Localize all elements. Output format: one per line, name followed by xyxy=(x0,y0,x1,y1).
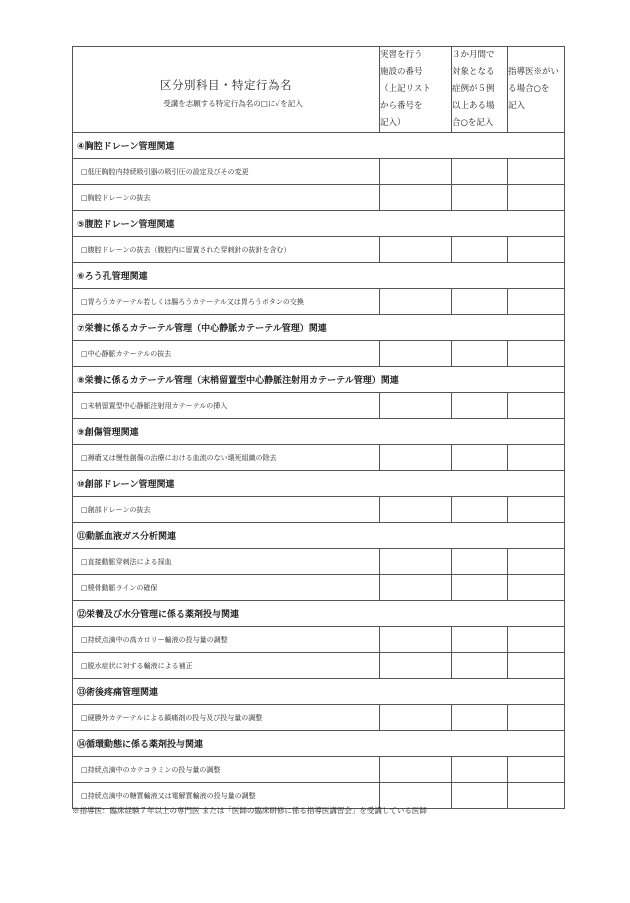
case-count-input[interactable] xyxy=(452,549,508,575)
procedure-row xyxy=(73,393,565,419)
instructor-input[interactable] xyxy=(508,159,565,185)
procedure-row xyxy=(73,445,565,471)
section-title: ⑧栄養に係るカテーテル管理（末梢留置型中心静脈注射用カテーテル管理）関連 xyxy=(73,367,565,393)
case-count-input[interactable] xyxy=(452,159,508,185)
section-row xyxy=(73,133,565,159)
procedure-checkbox-label[interactable]: □脱水症状に対する輸液による補正 xyxy=(73,653,380,679)
header-instructor: 指導医※がい る場合○を 記入 xyxy=(508,47,565,133)
procedure-row xyxy=(73,185,565,211)
case-count-input[interactable] xyxy=(452,653,508,679)
instructor-input[interactable] xyxy=(508,783,565,809)
section-title: ④胸腔ドレーン管理関連 xyxy=(73,133,565,159)
facility-number-input[interactable] xyxy=(380,445,452,471)
procedure-checkbox-label[interactable]: □胸腔ドレーンの抜去 xyxy=(73,185,380,211)
section-row xyxy=(73,471,565,497)
case-count-input[interactable] xyxy=(452,393,508,419)
section-title: ⑥ろう孔管理関連 xyxy=(73,263,565,289)
procedure-row xyxy=(73,341,565,367)
header-case-count: ３か月間で 対象となる 症例が５例 以上ある場 合○を記入 xyxy=(452,47,508,133)
instructor-input[interactable] xyxy=(508,341,565,367)
facility-number-input[interactable] xyxy=(380,705,452,731)
procedure-checkbox-label[interactable]: □持続点滴中のカテコラミンの投与量の調整 xyxy=(73,757,380,783)
procedure-checkbox-label[interactable]: □橈骨動脈ラインの確保 xyxy=(73,575,380,601)
header-note: 受講を志願する特定行為名の□に✓を記入 xyxy=(163,98,303,108)
section-title: ⑤腹腔ドレーン管理関連 xyxy=(73,211,565,237)
section-title: ⑦栄養に係るカテーテル管理（中心静脈カテーテル管理）関連 xyxy=(73,315,565,341)
section-row xyxy=(73,367,565,393)
facility-number-input[interactable] xyxy=(380,653,452,679)
table-body xyxy=(73,133,565,809)
section-row xyxy=(73,419,565,445)
instructor-input[interactable] xyxy=(508,653,565,679)
facility-number-input[interactable] xyxy=(380,497,452,523)
procedure-checkbox-label[interactable]: □中心静脈カテーテルの抜去 xyxy=(73,341,380,367)
procedure-row xyxy=(73,497,565,523)
instructor-input[interactable] xyxy=(508,757,565,783)
section-row xyxy=(73,263,565,289)
case-count-input[interactable] xyxy=(452,783,508,809)
instructor-input[interactable] xyxy=(508,549,565,575)
procedure-checkbox-label[interactable]: □創部ドレーンの抜去 xyxy=(73,497,380,523)
procedure-row xyxy=(73,627,565,653)
section-title: ⑩創部ドレーン管理関連 xyxy=(73,471,565,497)
section-row xyxy=(73,731,565,757)
procedure-checkbox-label[interactable]: □褥瘡又は慢性創傷の治療における血流のない壊死組織の除去 xyxy=(73,445,380,471)
instructor-input[interactable] xyxy=(508,393,565,419)
instructor-input[interactable] xyxy=(508,237,565,263)
procedure-row xyxy=(73,757,565,783)
facility-number-input[interactable] xyxy=(380,289,452,315)
section-row xyxy=(73,211,565,237)
facility-number-input[interactable] xyxy=(380,393,452,419)
facility-number-input[interactable] xyxy=(380,757,452,783)
case-count-input[interactable] xyxy=(452,575,508,601)
case-count-input[interactable] xyxy=(452,757,508,783)
section-title: ⑬術後疼痛管理関連 xyxy=(73,679,565,705)
section-row xyxy=(73,601,565,627)
instructor-input[interactable] xyxy=(508,289,565,315)
case-count-input[interactable] xyxy=(452,627,508,653)
case-count-input[interactable] xyxy=(452,705,508,731)
facility-number-input[interactable] xyxy=(380,575,452,601)
case-count-input[interactable] xyxy=(452,341,508,367)
procedure-checkbox-label[interactable]: □持続点滴中の糖質輸液又は電解質輸液の投与量の調整 xyxy=(73,783,380,809)
case-count-input[interactable] xyxy=(452,237,508,263)
procedure-row xyxy=(73,237,565,263)
instructor-input[interactable] xyxy=(508,497,565,523)
facility-number-input[interactable] xyxy=(380,159,452,185)
procedure-checkbox-label[interactable]: □腹腔ドレーンの抜去（腹腔内に留置された穿刺針の抜針を含む） xyxy=(73,237,380,263)
procedure-row xyxy=(73,549,565,575)
procedure-checkbox-label[interactable]: □胃ろうカテーテル若しくは腸ろうカテーテル又は胃ろうボタンの交換 xyxy=(73,289,380,315)
section-row xyxy=(73,679,565,705)
procedure-checkbox-label[interactable]: □硬膜外カテーテルによる鎮痛剤の投与及び投与量の調整 xyxy=(73,705,380,731)
instructor-input[interactable] xyxy=(508,575,565,601)
procedure-row xyxy=(73,575,565,601)
facility-number-input[interactable] xyxy=(380,185,452,211)
procedure-checkbox-label[interactable]: □末梢留置型中心静脈注射用カテーテルの挿入 xyxy=(73,393,380,419)
instructor-input[interactable] xyxy=(508,185,565,211)
section-title: ⑭循環動態に係る薬剤投与関連 xyxy=(73,731,565,757)
section-title: ⑫栄養及び水分管理に係る薬剤投与関連 xyxy=(73,601,565,627)
section-row xyxy=(73,523,565,549)
table-header-row xyxy=(73,47,565,133)
section-title: ⑨創傷管理関連 xyxy=(73,419,565,445)
section-title: ⑪動脈血液ガス分析関連 xyxy=(73,523,565,549)
procedure-checkbox-label[interactable]: □直接動脈穿刺法による採血 xyxy=(73,549,380,575)
facility-number-input[interactable] xyxy=(380,627,452,653)
instructor-input[interactable] xyxy=(508,445,565,471)
procedure-row xyxy=(73,289,565,315)
case-count-input[interactable] xyxy=(452,497,508,523)
footnote: ※指導医：臨床経験７年以上の専門医 または「医師の臨床研修に係る指導医講習会」を受講している医師 xyxy=(72,806,427,815)
procedure-row xyxy=(73,159,565,185)
case-count-input[interactable] xyxy=(452,289,508,315)
procedure-row xyxy=(73,653,565,679)
procedure-checkbox-label[interactable]: □持続点滴中の高カロリー輸液の投与量の調整 xyxy=(73,627,380,653)
training-application-table xyxy=(72,46,565,809)
facility-number-input[interactable] xyxy=(380,237,452,263)
case-count-input[interactable] xyxy=(452,445,508,471)
instructor-input[interactable] xyxy=(508,627,565,653)
header-title: 区分別科目・特定行為名 xyxy=(160,77,292,92)
facility-number-input[interactable] xyxy=(380,341,452,367)
procedure-checkbox-label[interactable]: □低圧胸腔内持続吸引器の吸引圧の設定及びその変更 xyxy=(73,159,380,185)
section-row xyxy=(73,315,565,341)
header-facility-number: 実習を行う 施設の番号 （上記リスト から番号を 記入） xyxy=(380,47,452,133)
procedure-row xyxy=(73,705,565,731)
header-name-cell xyxy=(73,47,380,133)
facility-number-input[interactable] xyxy=(380,549,452,575)
case-count-input[interactable] xyxy=(452,185,508,211)
instructor-input[interactable] xyxy=(508,705,565,731)
